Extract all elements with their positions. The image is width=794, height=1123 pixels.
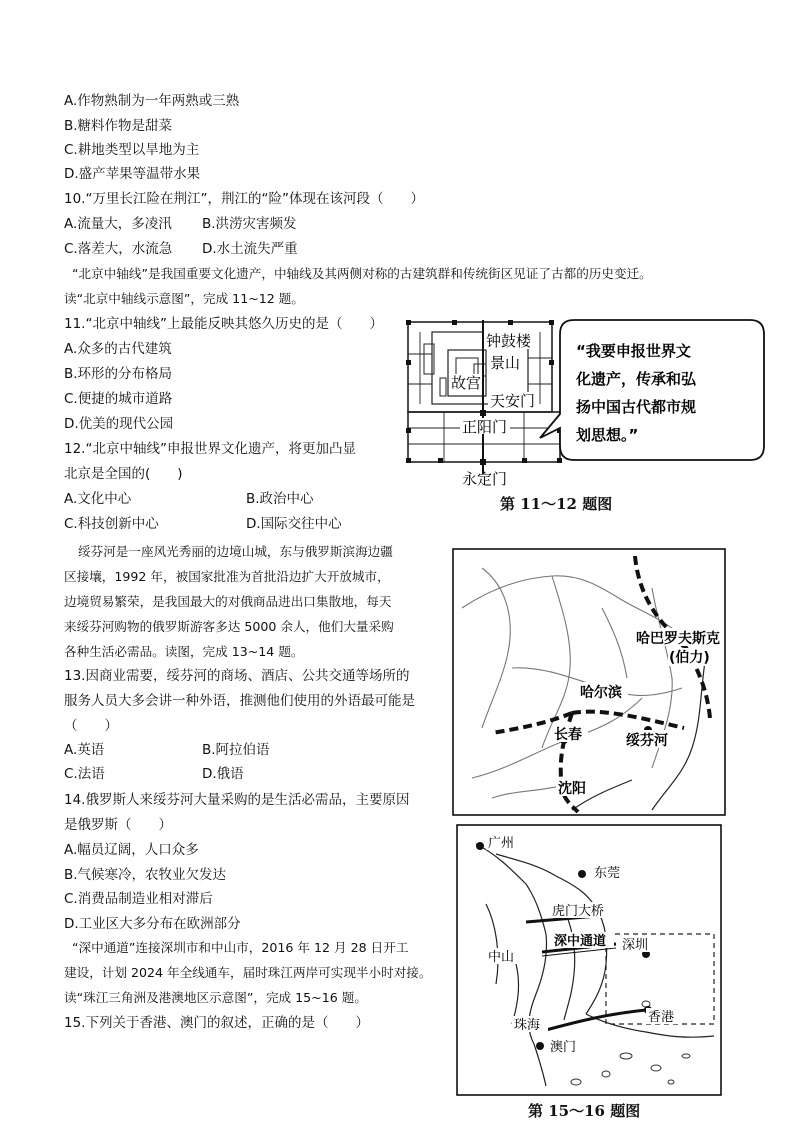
intro-11-12-line1: “北京中轴线”是我国重要文化遗产，中轴线及其两侧对称的古建筑群和传统街区见证了古都的历史变迁。 <box>72 266 652 281</box>
label-harbin: 哈尔滨 <box>580 685 622 701</box>
northeast-china-map <box>452 548 726 816</box>
bubble-line-2: 化遗产，传承和弘 <box>576 370 697 388</box>
q12-option-d: D.国际交往中心 <box>246 516 342 532</box>
intro-15-16-line3: 读“珠江三角洲及港澳地区示意图”，完成 15~16 题。 <box>64 990 367 1005</box>
q12-option-c: C.科技创新中心 <box>64 516 159 532</box>
label-shenyang: 沈阳 <box>558 781 586 797</box>
q12-option-a: A.文化中心 <box>64 491 132 507</box>
bubble-line-1: “我要申报世界文 <box>576 342 691 360</box>
intro-13-14-line3: 边境贸易繁荣，是我国最大的对俄商品进出口集散地，每天 <box>64 594 392 609</box>
beijing-axis-map <box>404 318 768 488</box>
q13-stem-line3: （ ） <box>64 718 118 734</box>
q10-option-d: D.水土流失严重 <box>202 241 298 257</box>
intro-13-14-line1: 绥芬河是一座风光秀丽的边境山城，东与俄罗斯滨海边疆 <box>78 544 393 559</box>
bubble-line-4: 划思想。” <box>576 426 639 444</box>
label-boli: (伯力) <box>669 650 710 666</box>
q13-option-d: D.俄语 <box>202 766 244 782</box>
label-yongdingmen: 永定门 <box>462 470 508 488</box>
label-suifenhe: 绥芬河 <box>626 733 668 749</box>
q14-option-d: D.工业区大多分布在欧洲部分 <box>64 916 241 932</box>
q9-option-d: D.盛产苹果等温带水果 <box>64 166 201 182</box>
label-zhongshan: 中山 <box>488 950 515 965</box>
intro-13-14-line4: 来绥芬河购物的俄罗斯游客多达 5000 余人，他们大量采购 <box>64 619 394 634</box>
label-forbidden-city: 故宫 <box>451 374 482 392</box>
q12-stem-line2: 北京是全国的( ) <box>64 466 183 482</box>
label-macau: 澳门 <box>550 1040 577 1055</box>
q10-option-b: B.洪涝灾害频发 <box>202 216 297 232</box>
label-dongguan: 东莞 <box>594 866 621 881</box>
q13-stem-line2: 服务人员大多会讲一种外语，推测他们使用的外语最可能是 <box>64 693 415 709</box>
q12-option-b: B.政治中心 <box>246 491 314 507</box>
label-zhengyangmen: 正阳门 <box>462 418 508 436</box>
label-shenzhong-link: 深中通道 <box>554 934 607 949</box>
intro-11-12-line2: 读“北京中轴线示意图”，完成 11~12 题。 <box>64 291 304 306</box>
label-drum-tower: 钟鼓楼 <box>486 332 532 350</box>
q14-option-a: A.幅员辽阔，人口众多 <box>64 842 199 858</box>
q11-option-c: C.便捷的城市道路 <box>64 391 173 407</box>
q14-stem-line2: 是俄罗斯（ ） <box>64 817 172 833</box>
figure-caption-15-16: 第 15～16 题图 <box>528 1102 641 1120</box>
label-khabarovsk: 哈巴罗夫斯克 <box>636 631 720 647</box>
label-zhuhai: 珠海 <box>514 1018 541 1033</box>
q10-option-c: C.落差大，水流急 <box>64 241 173 257</box>
q10-stem: 10.“万里长江险在荆江”，荆江的“险”体现在该河段（ ） <box>64 191 424 207</box>
q13-option-c: C.法语 <box>64 766 105 782</box>
q9-option-a: A.作物熟制为一年两熟或三熟 <box>64 93 240 109</box>
intro-15-16-line1: “深中通道”连接深圳市和中山市，2016 年 12 月 28 日开工 <box>72 940 409 955</box>
q11-option-a: A.众多的古代建筑 <box>64 341 172 357</box>
q11-stem: 11.“北京中轴线”上最能反映其悠久历史的是（ ） <box>64 316 383 332</box>
pearl-river-delta-map <box>456 824 722 1096</box>
q13-stem-line1: 13.因商业需要，绥芬河的商场、酒店、公共交通等场所的 <box>64 668 410 684</box>
intro-13-14-line2: 区接壤，1992 年，被国家批准为首批沿边扩大开放城市， <box>64 569 390 584</box>
label-changchun: 长春 <box>554 727 582 743</box>
q11-option-b: B.环形的分布格局 <box>64 366 173 382</box>
label-tiananmen: 天安门 <box>490 392 536 410</box>
bubble-line-3: 扬中国古代都市规 <box>576 398 697 416</box>
q13-option-b: B.阿拉伯语 <box>202 742 270 758</box>
label-shenzhen: 深圳 <box>622 938 649 953</box>
label-humen-bridge: 虎门大桥 <box>552 904 605 919</box>
q9-option-b: B.糖料作物是甜菜 <box>64 118 173 134</box>
q13-option-a: A.英语 <box>64 742 105 758</box>
q14-stem-line1: 14.俄罗斯人来绥芬河大量采购的是生活必需品，主要原因 <box>64 792 410 808</box>
q10-option-a: A.流量大，多凌汛 <box>64 216 172 232</box>
figure-caption-11-12: 第 11～12 题图 <box>500 495 613 513</box>
label-jingshan: 景山 <box>490 354 521 372</box>
label-hong-kong: 香港 <box>648 1010 675 1025</box>
q11-option-d: D.优美的现代公园 <box>64 416 174 432</box>
label-guangzhou: 广州 <box>488 836 515 851</box>
q9-option-c: C.耕地类型以旱地为主 <box>64 142 200 158</box>
q14-option-c: C.消费品制造业相对滞后 <box>64 891 213 907</box>
q12-stem-line1: 12.“北京中轴线”申报世界文化遗产，将更加凸显 <box>64 441 356 457</box>
q14-option-b: B.气候寒冷，农牧业欠发达 <box>64 867 227 883</box>
intro-15-16-line2: 建设，计划 2024 年全线通车，届时珠江两岸可实现半小时对接。 <box>64 965 432 980</box>
intro-13-14-line5: 各种生活必需品。读图，完成 13~14 题。 <box>64 644 304 659</box>
q15-stem: 15.下列关于香港、澳门的叙述，正确的是（ ） <box>64 1015 369 1031</box>
